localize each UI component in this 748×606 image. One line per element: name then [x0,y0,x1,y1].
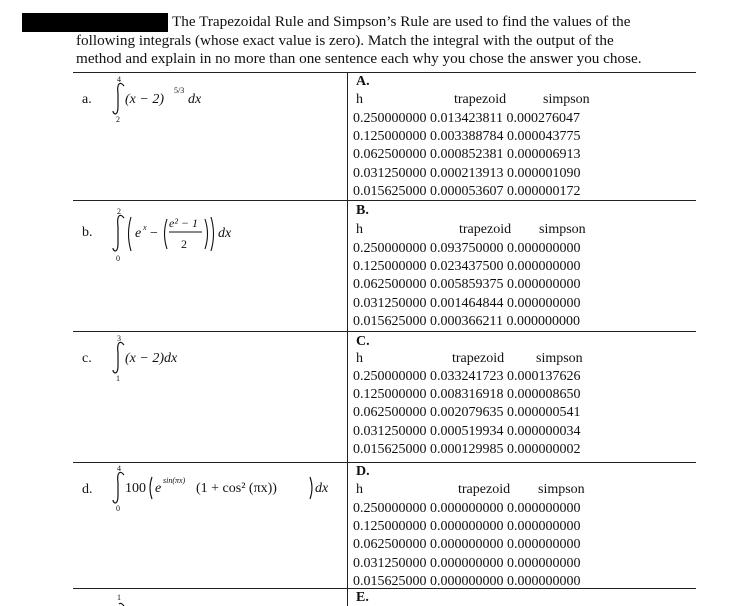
table-row: 0.015625000 0.000366211 0.000000000 [353,313,580,329]
header-h: h [356,351,363,366]
table-row: 0.062500000 0.002079635 0.000000541 [353,405,581,421]
integral-e-partial [110,592,150,606]
output-letter-e: E. [356,590,369,605]
table-row: 0.125000000 0.008316918 0.000008650 [353,387,581,403]
fraction-denominator-b: 2 [181,237,187,251]
e-b: e [135,226,142,241]
lower-limit-b: 0 [116,254,120,263]
header-trapezoid: trapezoid [452,351,505,366]
upper-limit-c: 3 [117,334,121,343]
output-letter-c: C. [356,334,370,349]
table-row: 0.031250000 0.000519934 0.000000034 [353,423,581,439]
header-simpson: simpson [539,222,586,237]
table-row: 0.250000000 0.000000000 0.000000000 [353,501,581,516]
output-letter-b: B. [356,203,369,218]
table-row: 0.031250000 0.001464844 0.000000000 [353,295,581,311]
instructions-line-2: following integrals (whose exact value is zero). Match the integral with the output of the [76,31,614,49]
output-rows-a [353,110,581,201]
exponent-a: 5/3 [174,86,185,95]
table-row: 0.015625000 0.000000000 0.000000000 [353,573,581,589]
integrand-c: (x − 2)dx [125,351,178,366]
table-row: 0.062500000 0.005859375 0.000000000 [353,277,581,293]
integral-c [110,333,230,383]
lower-limit-c: 1 [116,374,120,383]
dx-b: dx [218,226,232,241]
header-simpson: simpson [536,351,583,366]
table-row: 0.062500000 0.000852381 0.000006913 [353,147,581,163]
e-exponent-d: sin(πx) [163,476,186,485]
header-simpson: simpson [543,92,590,107]
dx-a: dx [188,92,202,107]
upper-limit-e: 1 [117,593,121,602]
table-row: 0.125000000 0.023437500 0.000000000 [353,259,581,275]
integrand-a: (x − 2) [125,92,164,107]
table-row: 0.015625000 0.000129985 0.000000002 [353,441,581,457]
table-row: 0.031250000 0.000000000 0.000000000 [353,555,581,571]
e-exponent-b: x [143,223,147,232]
coefficient-d: 100 [125,481,146,496]
output-rows-d [353,500,581,591]
table-column-divider [347,72,348,606]
dx-d: dx [315,481,329,496]
upper-limit-a: 4 [117,75,121,84]
header-trapezoid: trapezoid [459,222,512,237]
lower-limit-a: 2 [116,115,120,124]
instructions-line-1: The Trapezoidal Rule and Simpson’s Rule are used to find the values of the [172,13,631,30]
output-rows-b [353,240,581,331]
header-h: h [356,92,363,107]
table-row: 0.250000000 0.093750000 0.000000000 [353,241,581,256]
header-trapezoid: trapezoid [458,482,511,497]
minus-b: − [150,226,158,241]
problem-label-c: c. [82,351,92,366]
row-divider-bc [73,331,696,332]
fraction-numerator-b: e² − 1 [169,216,199,230]
integral-a [110,74,230,124]
output-letter-d: D. [356,464,370,479]
header-h: h [356,222,363,237]
header-simpson: simpson [538,482,585,497]
cos-term-d: (1 + cos² (πx)) [196,481,277,496]
problem-label-b: b. [82,225,93,240]
instructions-line-3: method and explain in no more than one sentence each why you chose the answer you chose. [76,50,642,67]
table-row: 0.015625000 0.000053607 0.000000172 [353,183,581,199]
table-row: 0.125000000 0.003388784 0.000043775 [353,129,581,145]
upper-limit-b: 2 [117,207,121,216]
integral-d [110,463,340,513]
table-row: 0.250000000 0.013423811 0.000276047 [353,111,580,126]
header-trapezoid: trapezoid [454,92,507,107]
lower-limit-d: 0 [116,504,120,513]
integral-b [110,205,270,265]
e-d: e [155,481,162,496]
output-letter-a: A. [356,74,370,89]
problem-label-a: a. [82,92,92,107]
table-row: 0.031250000 0.000213913 0.000001090 [353,165,581,181]
upper-limit-d: 4 [117,464,121,473]
table-row: 0.125000000 0.000000000 0.000000000 [353,519,581,535]
table-top-rule [73,72,696,73]
problem-label-d: d. [82,482,93,497]
table-row: 0.250000000 0.033241723 0.000137626 [353,369,581,384]
output-rows-c [353,368,581,459]
table-row: 0.062500000 0.000000000 0.000000000 [353,537,581,553]
header-h: h [356,482,363,497]
instructions-paragraph [76,13,696,69]
